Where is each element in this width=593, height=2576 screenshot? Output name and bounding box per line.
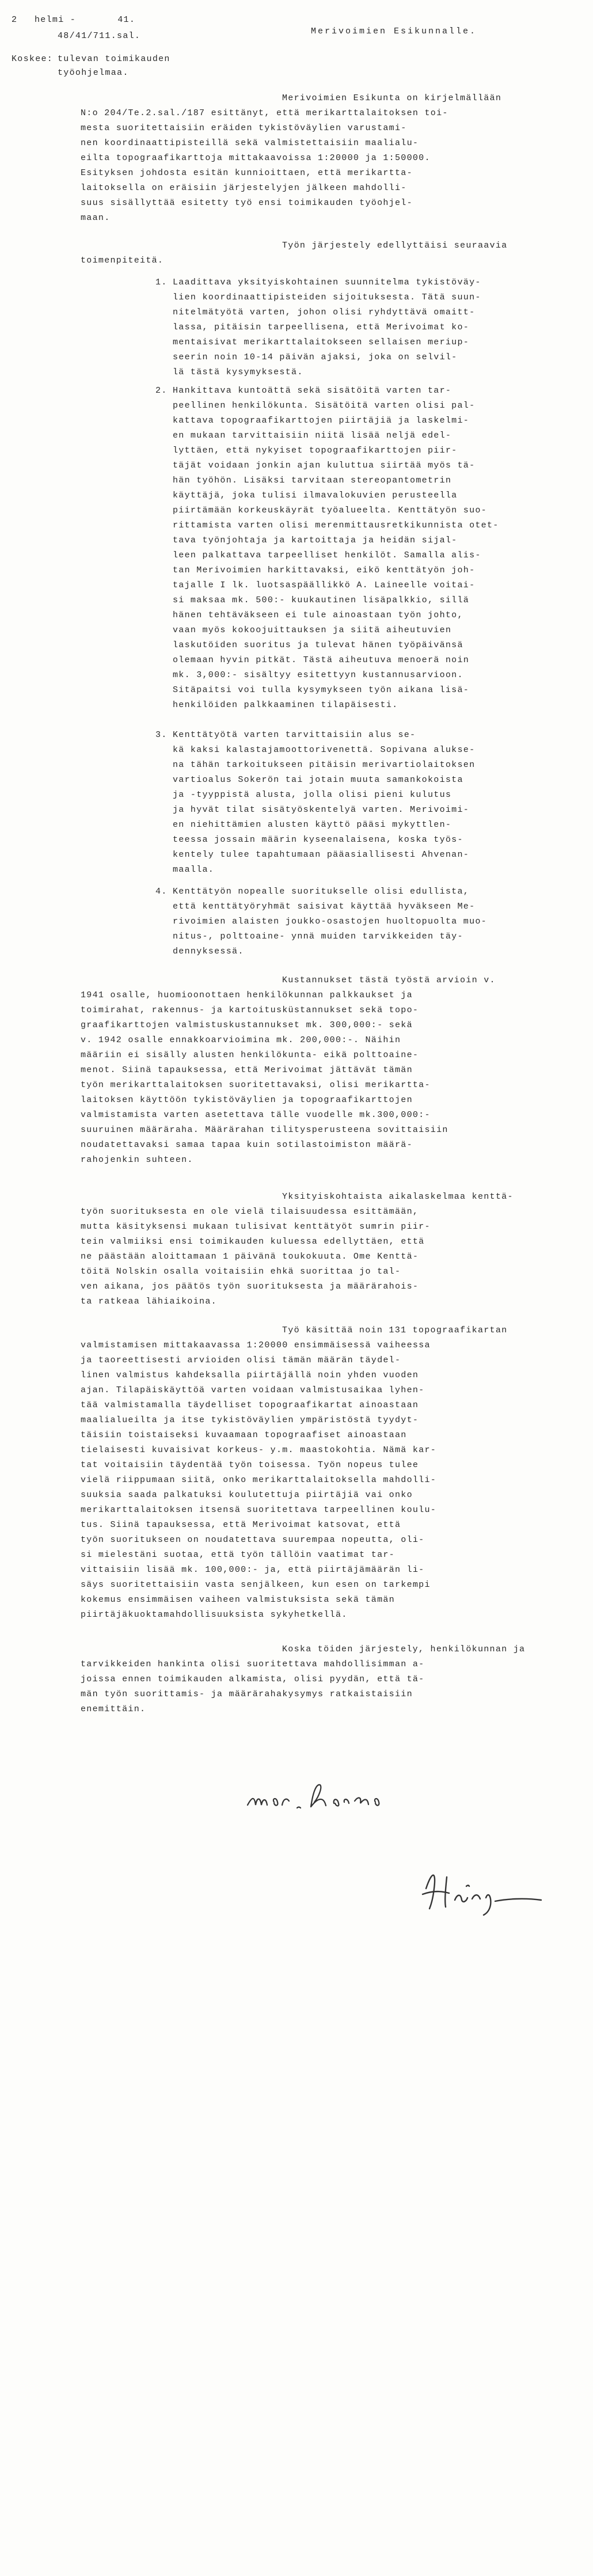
intro-line: suus sisällyttää esitetty työ ensi toimikauden työohjel- (81, 198, 413, 208)
arrangement-line: toimenpiteitä. (81, 256, 164, 265)
intro-line: Merivoimien Esikunta on kirjelmällään (282, 93, 502, 103)
costs-line: laitoksen käyttöön tykistöväylien ja topograafikarttojen (81, 1095, 413, 1105)
closing-line: Koska töiden järjestely, henkilökunnan ja (282, 1644, 526, 1654)
maps-line: linen valmistus kahdeksalla piirtäjällä noin yhden vuoden (81, 1370, 419, 1380)
handwritten-signature-icon (415, 1865, 553, 1917)
item-line: en niehittämien alusten käyttö pääsi mykyttlen- (173, 820, 452, 830)
item-line: mk. 3,000:- sisältyy esitettyyn kustannusarvioon. (173, 670, 463, 680)
intro-paragraph (81, 91, 541, 226)
item-line: lä tästä kysymyksestä. (173, 367, 303, 377)
details-line: tein valmiiksi ensi toimikauden kuluessa edellyttäen, että (81, 1237, 425, 1247)
details-line: työn suorituksesta en ole vielä tilaisuudessa esittämään, (81, 1207, 419, 1217)
item-line: nitelmätyötä varten, johon olisi ryhdyttävä omaitt- (173, 307, 476, 317)
item-line: ja -tyyppistä alusta, jolla olisi pieni kulutus (173, 790, 452, 800)
maps-paragraph (81, 1323, 541, 1623)
closing-paragraph (81, 1642, 541, 1717)
subject-line-2: työohjelmaa. (58, 68, 129, 78)
intro-line: mesta suoritettaisiin eräiden tykistöväylien varustami- (81, 123, 407, 133)
details-line: ven aikana, jos päätös työn suorituksesta ja määrärahois- (81, 1282, 419, 1291)
maps-line: työn suoritukseen on noudatettava suurempaa nopeutta, oli- (81, 1535, 425, 1545)
intro-line: N:o 204/Te.2.sal./187 esittänyt, että merikarttalaitoksen toi- (81, 108, 448, 118)
costs-line: suuruinen määräraha. Määrärahan tilitysperusteena sovittaisiin (81, 1125, 448, 1135)
maps-line: tää valmistamalla täydelliset topograafikartat ainoastaan (81, 1400, 419, 1410)
maps-line: valmistamisen mittakaavassa 1:20000 ensimmäisessä vaiheessa (81, 1340, 431, 1350)
signature-1 (242, 1773, 426, 1819)
item-line: Sitäpaitsi voi tulla kysymykseen työn aikana lisä- (173, 685, 470, 695)
item-line: Hankittava kuntoättä sekä sisätöitä varten tar- (173, 386, 452, 396)
item-line: täjät voidaan jonkin ajan kuluttua siirtää myös tä- (173, 461, 476, 470)
costs-line: v. 1942 osalle ennakkoarvioimina mk. 200,000:-. Näihin (81, 1035, 401, 1045)
intro-line: nen koordinaattipisteillä sekä valmistettaisiin maalialu- (81, 138, 419, 148)
maps-line: kokemus ensimmäisen vaiheen valmistuksista sekä tämän (81, 1595, 395, 1605)
item-number: 3. (155, 730, 168, 740)
item-line: lassa, pitäisin tarpeellisena, että Merivoimat ko- (173, 322, 470, 332)
item-line: rittamista varten olisi merenmittausretkikunnista otet- (173, 520, 499, 530)
item-line: lien koordinaattipisteiden sijoituksesta. Tätä suun- (173, 292, 481, 302)
intro-line: maan. (81, 213, 111, 223)
details-paragraph (81, 1190, 541, 1309)
item-line: mentaisivat merikarttalaitokseen sellaisen meriup- (173, 337, 470, 347)
list-item-1 (173, 275, 541, 380)
closing-line: män työn suorittamis- ja määrärahakysymys ratkaistaisiin (81, 1689, 413, 1699)
item-line: en mukaan tarvittaisiin niitä lisää neljä edel- (173, 431, 452, 440)
details-line: ne päästään aloittamaan 1 päivänä toukokuuta. Ome Kenttä- (81, 1252, 419, 1262)
reference-number: 48/41/711.sal. (58, 31, 141, 41)
costs-line: työn merikarttalaitoksen suoritettavaksi, olisi merikartta- (81, 1080, 431, 1090)
costs-line: määriin ei sisälly alusten henkilökunta- eikä polttoaine- (81, 1050, 419, 1060)
item-line: Kenttätyön nopealle suoritukselle olisi edullista, (173, 887, 470, 896)
item-line: kä kaksi kalastajamoottorivenettä. Sopivana alukse- (173, 745, 476, 755)
maps-line: maalialueilta ja itse tykistöväylien ympäristöstä tyydyt- (81, 1415, 419, 1425)
intro-line: laitoksella on eräisiin järjestelyjen jälkeen mahdolli- (81, 183, 407, 193)
maps-line: Työ käsittää noin 131 topograafikartan (282, 1325, 508, 1335)
item-line: Kenttätyötä varten tarvittaisiin alus se- (173, 730, 416, 740)
maps-line: ja taoreettisesti arvioiden olisi tämän määrän täydel- (81, 1355, 401, 1365)
item-line: na tähän tarkoitukseen pitäisin merivartiolaitoksen (173, 760, 476, 770)
details-line: mutta käsityksensi mukaan tulisivat kenttätyöt sumrin piir- (81, 1222, 431, 1232)
item-number: 1. (155, 278, 168, 287)
costs-line: graafikarttojen valmistuskustannukset mk. 300,000:- sekä (81, 1020, 413, 1030)
maps-line: säys suoritettaisiin vasta senjälkeen, kun esen on tarkempi (81, 1580, 431, 1590)
subject-line-1: tulevan toimikauden (58, 54, 170, 64)
costs-line: 1941 osalle, huomioonottaen henkilökunnan palkkaukset ja (81, 990, 413, 1000)
details-line: Yksityiskohtaista aikalaskelmaa kenttä- (282, 1192, 514, 1202)
maps-line: vielä riippumaan siitä, onko merikarttalaitoksella mahdolli- (81, 1475, 437, 1485)
details-line: töitä Nolskin osalla voitaisiin ehkä suorittaa jo tal- (81, 1267, 401, 1276)
item-line: kentely tulee tapahtumaan pääasiallisesti Ahvenan- (173, 850, 470, 860)
item-line: maalla. (173, 865, 215, 875)
costs-line: noudatettavaksi samaa tapaa kuin sotilastoimiston määrä- (81, 1140, 413, 1150)
item-line: ja hyvät tilat sisätyöskentelyä varten. Merivoimi- (173, 805, 470, 815)
costs-line: Kustannukset tästä työstä arvioin v. (282, 975, 496, 985)
intro-line: Esityksen johdosta esitän kunnioittaen, että merikartta- (81, 168, 413, 178)
maps-line: tielaisesti kuvaisivat korkeus- y.m. maastokohtia. Nämä kar- (81, 1445, 437, 1455)
item-number: 2. (155, 386, 168, 396)
handwritten-signature-icon (242, 1773, 426, 1819)
maps-line: tus. Siinä tapauksessa, että Merivoimat katsovat, että (81, 1520, 401, 1530)
item-line: tan Merivoimien harkittavaksi, eikö kenttätyön joh- (173, 565, 476, 575)
item-line: käyttäjä, joka tulisi ilmavalokuvien perusteella (173, 491, 458, 500)
item-line: laskutöiden suoritus ja tulevat hänen työpäivänsä (173, 640, 463, 650)
maps-line: ajan. Tilapäiskäyttöä varten voidaan valmistusaikaa lyhen- (81, 1385, 425, 1395)
intro-line: eilta topograafikarttoja mittakaavoissa 1:20000 ja 1:50000. (81, 153, 431, 163)
list-item-2 (173, 383, 541, 713)
list-item-4 (173, 884, 541, 959)
closing-line: joissa ennen toimikauden alkamista, olisi pyydän, että tä- (81, 1674, 425, 1684)
closing-line: tarvikkeiden hankinta olisi suoritettava mahdollisimman a- (81, 1659, 425, 1669)
signature-2 (415, 1865, 553, 1917)
item-line: kattava topograafikarttojen piirtäjiä ja laskelmi- (173, 416, 470, 425)
maps-line: tat voitaisiin täydentää työn toisessa. Työn nopeus tulee (81, 1460, 419, 1470)
costs-line: valmistamista varten asetettava tälle vuodelle mk.300,000:- (81, 1110, 431, 1120)
item-line: tava työnjohtaja ja kartoittaja ja heidän sijal- (173, 535, 458, 545)
item-line: leen palkattava tarpeelliset henkilöt. Samalla alis- (173, 550, 481, 560)
maps-line: täisiin toistaiseksi kuvaamaan topograafiset ainoastaan (81, 1430, 407, 1440)
arrangement-line: Työn järjestely edellyttäisi seuraavia (282, 241, 508, 250)
date-line: helmi - 41. (35, 15, 136, 25)
item-line: si maksaa mk. 500:- kuukautinen lisäpalkkio, sillä (173, 595, 470, 605)
item-line: hänen tehtäväkseen ei tule ainoastaan työn johto, (173, 610, 463, 620)
maps-line: suuksia saada palkatuksi koulutettuja piirtäjiä vai onko (81, 1490, 413, 1500)
item-line: Laadittava yksityiskohtainen suunnitelma tykistöväy- (173, 278, 481, 287)
item-line: lyttäen, että nykyiset topograafikarttojen piir- (173, 446, 458, 455)
arrangement-paragraph (81, 238, 541, 268)
item-line: tajalle I lk. luotsaspäällikkö A. Laineelle voitai- (173, 580, 476, 590)
addressee: Merivoimien Esikunnalle. (311, 26, 477, 36)
item-line: hän työhön. Lisäksi tarvitaan stereopantometrin (173, 476, 452, 485)
item-line: vartioalus Sokerön tai jotain muuta samankokoista (173, 775, 463, 785)
item-line: nitus-, polttoaine- ynnä muiden tarvikkeiden täy- (173, 932, 463, 941)
maps-line: merikarttalaitoksen itsensä suoritettava tarpeellinen koulu- (81, 1505, 437, 1515)
item-line: rivoimien alaisten joukko-osastojen huoltopuolta muo- (173, 917, 487, 926)
list-item-3 (173, 728, 541, 877)
costs-line: rahojenkin suhteen. (81, 1155, 193, 1165)
item-line: olemaan hyvin pitkät. Tästä aiheutuva menoerä noin (173, 655, 470, 665)
item-number: 4. (155, 887, 168, 896)
costs-paragraph (81, 973, 541, 1168)
costs-line: menot. Siinä tapauksessa, että Merivoimat jättävät tämän (81, 1065, 413, 1075)
maps-line: vittaisiin lisää mk. 100,000:- ja, että piirtäjämäärän li- (81, 1565, 425, 1575)
item-line: dennyksessä. (173, 947, 244, 956)
item-line: henkilöiden palkkaaminen tilapäisesti. (173, 700, 398, 710)
item-line: että kenttätyöryhmät saisivat käyttää hyväkseen Me- (173, 902, 476, 911)
page-number: 2 (12, 15, 18, 25)
details-line: ta ratkeaa lähiaikoina. (81, 1297, 217, 1306)
item-line: seerin noin 10-14 päivän ajaksi, joka on selvil- (173, 352, 458, 362)
item-line: peellinen henkilökunta. Sisätöitä varten olisi pal- (173, 401, 476, 411)
item-line: teessa jossain määrin kyseenalaisena, koska työs- (173, 835, 463, 845)
item-line: piirtämään korkeuskäyrät työalueelta. Kenttätyön suo- (173, 506, 487, 515)
subject-label: Koskee: (12, 54, 54, 64)
item-line: vaan myös kokoojuittauksen ja siitä aiheutuvien (173, 625, 452, 635)
closing-line: enemittäin. (81, 1704, 146, 1714)
maps-line: piirtäjäkuoktamahdollisuuksista sykyhetkellä. (81, 1610, 348, 1620)
costs-line: toimirahat, rakennus- ja kartoitusküstannukset sekä topo- (81, 1005, 419, 1015)
maps-line: si mielestäni suotaa, että työn tällöin vaatimat tar- (81, 1550, 395, 1560)
